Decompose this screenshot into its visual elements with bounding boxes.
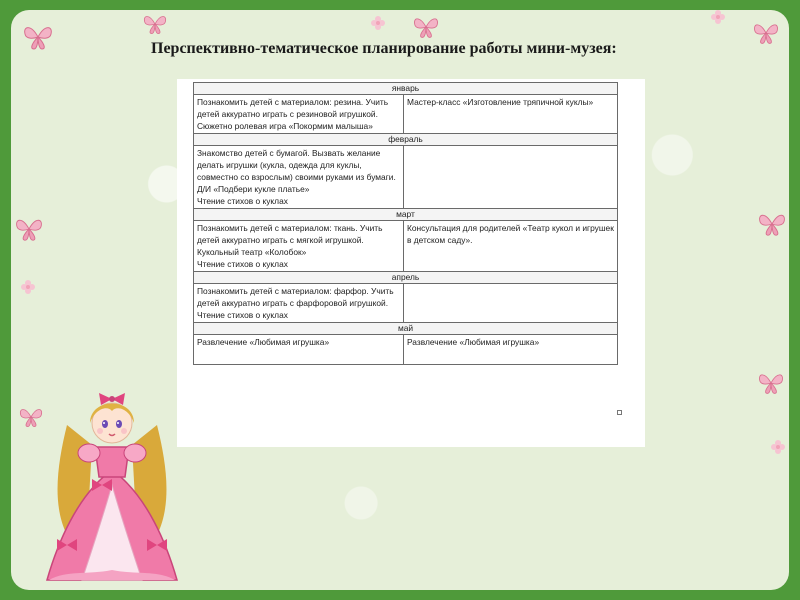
flower-icon bbox=[371, 16, 385, 30]
parents-cell bbox=[404, 284, 618, 323]
activity-text: Д/И «Подбери кукле платье» bbox=[197, 184, 310, 194]
parents-cell: Мастер-класс «Изготовление тряпичной куклы» bbox=[404, 95, 618, 134]
doll-illustration bbox=[37, 385, 187, 585]
activity-text: Сюжетно ролевая игра «Покормим малыша» bbox=[197, 121, 373, 131]
month-row bbox=[194, 323, 618, 335]
flower-icon bbox=[21, 280, 35, 294]
activity-text: Кукольный театр «Колобок» bbox=[197, 247, 307, 257]
flower-icon bbox=[771, 440, 785, 454]
parents-cell: Консультация для родителей «Театр кукол и игрушек в детском саду». bbox=[404, 221, 618, 272]
page-title: Перспективно-тематическое планирование работы мини-музея: bbox=[151, 40, 617, 57]
month-row bbox=[194, 272, 618, 284]
slide-background bbox=[11, 10, 789, 590]
activity-text: Познакомить детей с материалом: фарфор. Учить детей аккуратно играть с фарфоровой игрушкой. bbox=[197, 286, 394, 308]
parents-cell: Развлечение «Любимая игрушка» bbox=[404, 335, 618, 365]
activity-text: Чтение стихов о куклах bbox=[197, 259, 288, 269]
month-label: февраль bbox=[194, 134, 618, 146]
butterfly-icon bbox=[751, 20, 781, 46]
month-label: апрель bbox=[194, 272, 618, 284]
table-row bbox=[194, 146, 618, 209]
plan-table bbox=[193, 82, 618, 365]
month-row bbox=[194, 83, 618, 95]
butterfly-icon bbox=[13, 215, 45, 243]
butterfly-icon bbox=[21, 22, 55, 52]
activity-text: Познакомить детей с материалом: резина. Учить детей аккуратно играть с резиновой игрушкой. bbox=[197, 97, 389, 119]
activity-text: Развлечение «Любимая игрушка» bbox=[197, 337, 330, 347]
table-row bbox=[194, 221, 618, 272]
butterfly-icon bbox=[411, 14, 441, 40]
activity-text: Чтение стихов о куклах bbox=[197, 196, 288, 206]
butterfly-icon bbox=[756, 370, 786, 396]
activity-text: Чтение стихов о куклах bbox=[197, 310, 288, 320]
month-label: май bbox=[194, 323, 618, 335]
month-label: март bbox=[194, 209, 618, 221]
document-image bbox=[177, 79, 645, 447]
activities-cell bbox=[194, 221, 404, 272]
month-row bbox=[194, 134, 618, 146]
activities-cell bbox=[194, 284, 404, 323]
month-label: январь bbox=[194, 83, 618, 95]
table-row bbox=[194, 95, 618, 134]
activity-text: Познакомить детей с материалом: ткань. Учить детей аккуратно играть с мягкой игрушкой. bbox=[197, 223, 383, 245]
parents-cell bbox=[404, 146, 618, 209]
butterfly-icon bbox=[756, 210, 788, 238]
activities-cell bbox=[194, 95, 404, 134]
activities-cell bbox=[194, 146, 404, 209]
flower-icon bbox=[711, 10, 725, 24]
table-row bbox=[194, 284, 618, 323]
activities-cell bbox=[194, 335, 404, 365]
table-resize-handle bbox=[617, 410, 622, 415]
table-row bbox=[194, 335, 618, 365]
butterfly-icon bbox=[141, 12, 169, 36]
activity-text: Знакомство детей с бумагой. Вызвать желание делать игрушки (кукла, одежда для куклы, совместно со взрослым) своими руками из бумаги. bbox=[197, 148, 396, 182]
month-row bbox=[194, 209, 618, 221]
